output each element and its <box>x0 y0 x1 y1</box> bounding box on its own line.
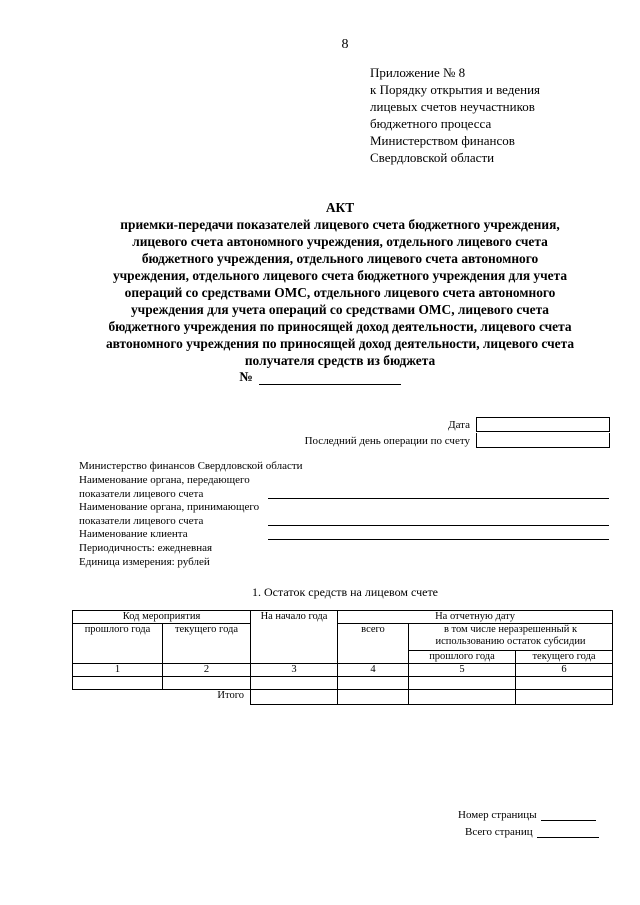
client-field[interactable] <box>268 539 609 540</box>
col-number: 6 <box>516 664 613 677</box>
table-row <box>73 677 613 690</box>
ministry-name: Министерство финансов Свердловской области <box>79 460 303 472</box>
page-number-field-row <box>458 809 596 821</box>
col-number: 4 <box>338 664 409 677</box>
total-cell[interactable] <box>338 690 409 705</box>
periodicity: Периодичность: ежедневная <box>79 542 213 554</box>
header-including: в том числе неразрешенный к использованию остаток субсидии <box>409 624 613 651</box>
total-pages-label: Всего страниц <box>465 826 533 838</box>
total-cell[interactable] <box>409 690 516 705</box>
appendix-line: Министерством финансов <box>370 133 515 148</box>
table-cell[interactable] <box>251 677 338 690</box>
transfer-org-field[interactable] <box>268 498 609 499</box>
appendix-line: бюджетного процесса <box>370 116 492 131</box>
title-line: учреждения для учета операций со средствами ОМС, лицевого счета <box>130 302 550 317</box>
date-field[interactable] <box>476 417 610 432</box>
col-number: 5 <box>409 664 516 677</box>
col-number: 1 <box>73 664 163 677</box>
table-cell[interactable] <box>409 677 516 690</box>
title-line: операций со средствами ОМС, отдельного лицевого счета автономного <box>124 285 556 300</box>
label-line: Наименование органа, передающего <box>79 474 250 486</box>
page-number: 8 <box>341 37 349 52</box>
title-line: учреждения, отдельного лицевого счета бюджетного учреждения для учета <box>112 268 568 283</box>
title-heading: АКТ <box>325 200 355 215</box>
label-line: показатели лицевого счета <box>79 487 204 500</box>
title-line: автономного учреждения по приносящей доход деятельности, лицевого счета <box>105 336 575 351</box>
page-number-label: Номер страницы <box>458 809 537 821</box>
unit: Единица измерения: рублей <box>79 556 210 568</box>
last-day-label: Последний день операции по счету <box>304 434 470 447</box>
title-line: бюджетного учреждения, отдельного лицевого счета автономного <box>141 251 539 266</box>
table-cell[interactable] <box>338 677 409 690</box>
total-pages-field[interactable] <box>537 826 599 838</box>
receive-org-field[interactable] <box>268 525 609 526</box>
appendix-line: Приложение № 8 <box>370 65 466 80</box>
header-report-date: На отчетную дату <box>338 611 613 624</box>
client-label: Наименование клиента <box>79 528 188 540</box>
total-pages-field-row <box>465 826 599 838</box>
col-number: 3 <box>251 664 338 677</box>
title-line: получателя средств из бюджета <box>244 353 436 368</box>
header-curr-year-2: текущего года <box>516 651 613 664</box>
column-number-row <box>73 664 613 677</box>
total-row <box>73 690 613 705</box>
balance-table <box>72 610 613 705</box>
title-line: лицевого счета автономного учреждения, отдельного лицевого счета <box>132 234 548 249</box>
total-cell[interactable] <box>251 690 338 705</box>
table-cell[interactable] <box>516 677 613 690</box>
date-label: Дата <box>448 418 470 431</box>
document-title <box>60 199 620 369</box>
header-total: всего <box>338 624 409 664</box>
act-number-field[interactable] <box>259 370 401 385</box>
total-label: Итого <box>217 690 244 701</box>
header-curr-year: текущего года <box>163 624 251 664</box>
label-line: Наименование органа, принимающего <box>79 501 260 513</box>
title-line: приемки-передачи показателей лицевого счета бюджетного учреждения, <box>120 217 560 232</box>
title-line: бюджетного учреждения по приносящей доход деятельности, лицевого счета <box>108 319 572 334</box>
label-line: показатели лицевого счета <box>79 514 204 527</box>
appendix-line: Свердловской области <box>370 150 495 165</box>
last-day-row <box>305 433 610 448</box>
appendix-line: к Порядку открытия и ведения <box>370 82 541 97</box>
header-prev-year-2: прошлого года <box>409 651 516 664</box>
section-title: 1. Остаток средств на лицевом счете <box>251 585 439 599</box>
receive-org-label <box>79 501 259 528</box>
total-cell[interactable] <box>516 690 613 705</box>
last-day-field[interactable] <box>476 433 610 448</box>
date-row <box>448 417 610 432</box>
transfer-org-label <box>79 474 250 501</box>
act-number <box>0 369 640 385</box>
header-event-code: Код мероприятия <box>73 611 251 624</box>
appendix-block <box>370 64 540 166</box>
col-number: 2 <box>163 664 251 677</box>
header-start-year: На начало года <box>251 611 338 664</box>
table-cell[interactable] <box>73 677 163 690</box>
table-cell[interactable] <box>163 677 251 690</box>
page-number-field[interactable] <box>541 809 596 821</box>
number-sign: № <box>239 369 253 384</box>
appendix-line: лицевых счетов неучастников <box>370 99 535 114</box>
header-prev-year: прошлого года <box>73 624 163 664</box>
